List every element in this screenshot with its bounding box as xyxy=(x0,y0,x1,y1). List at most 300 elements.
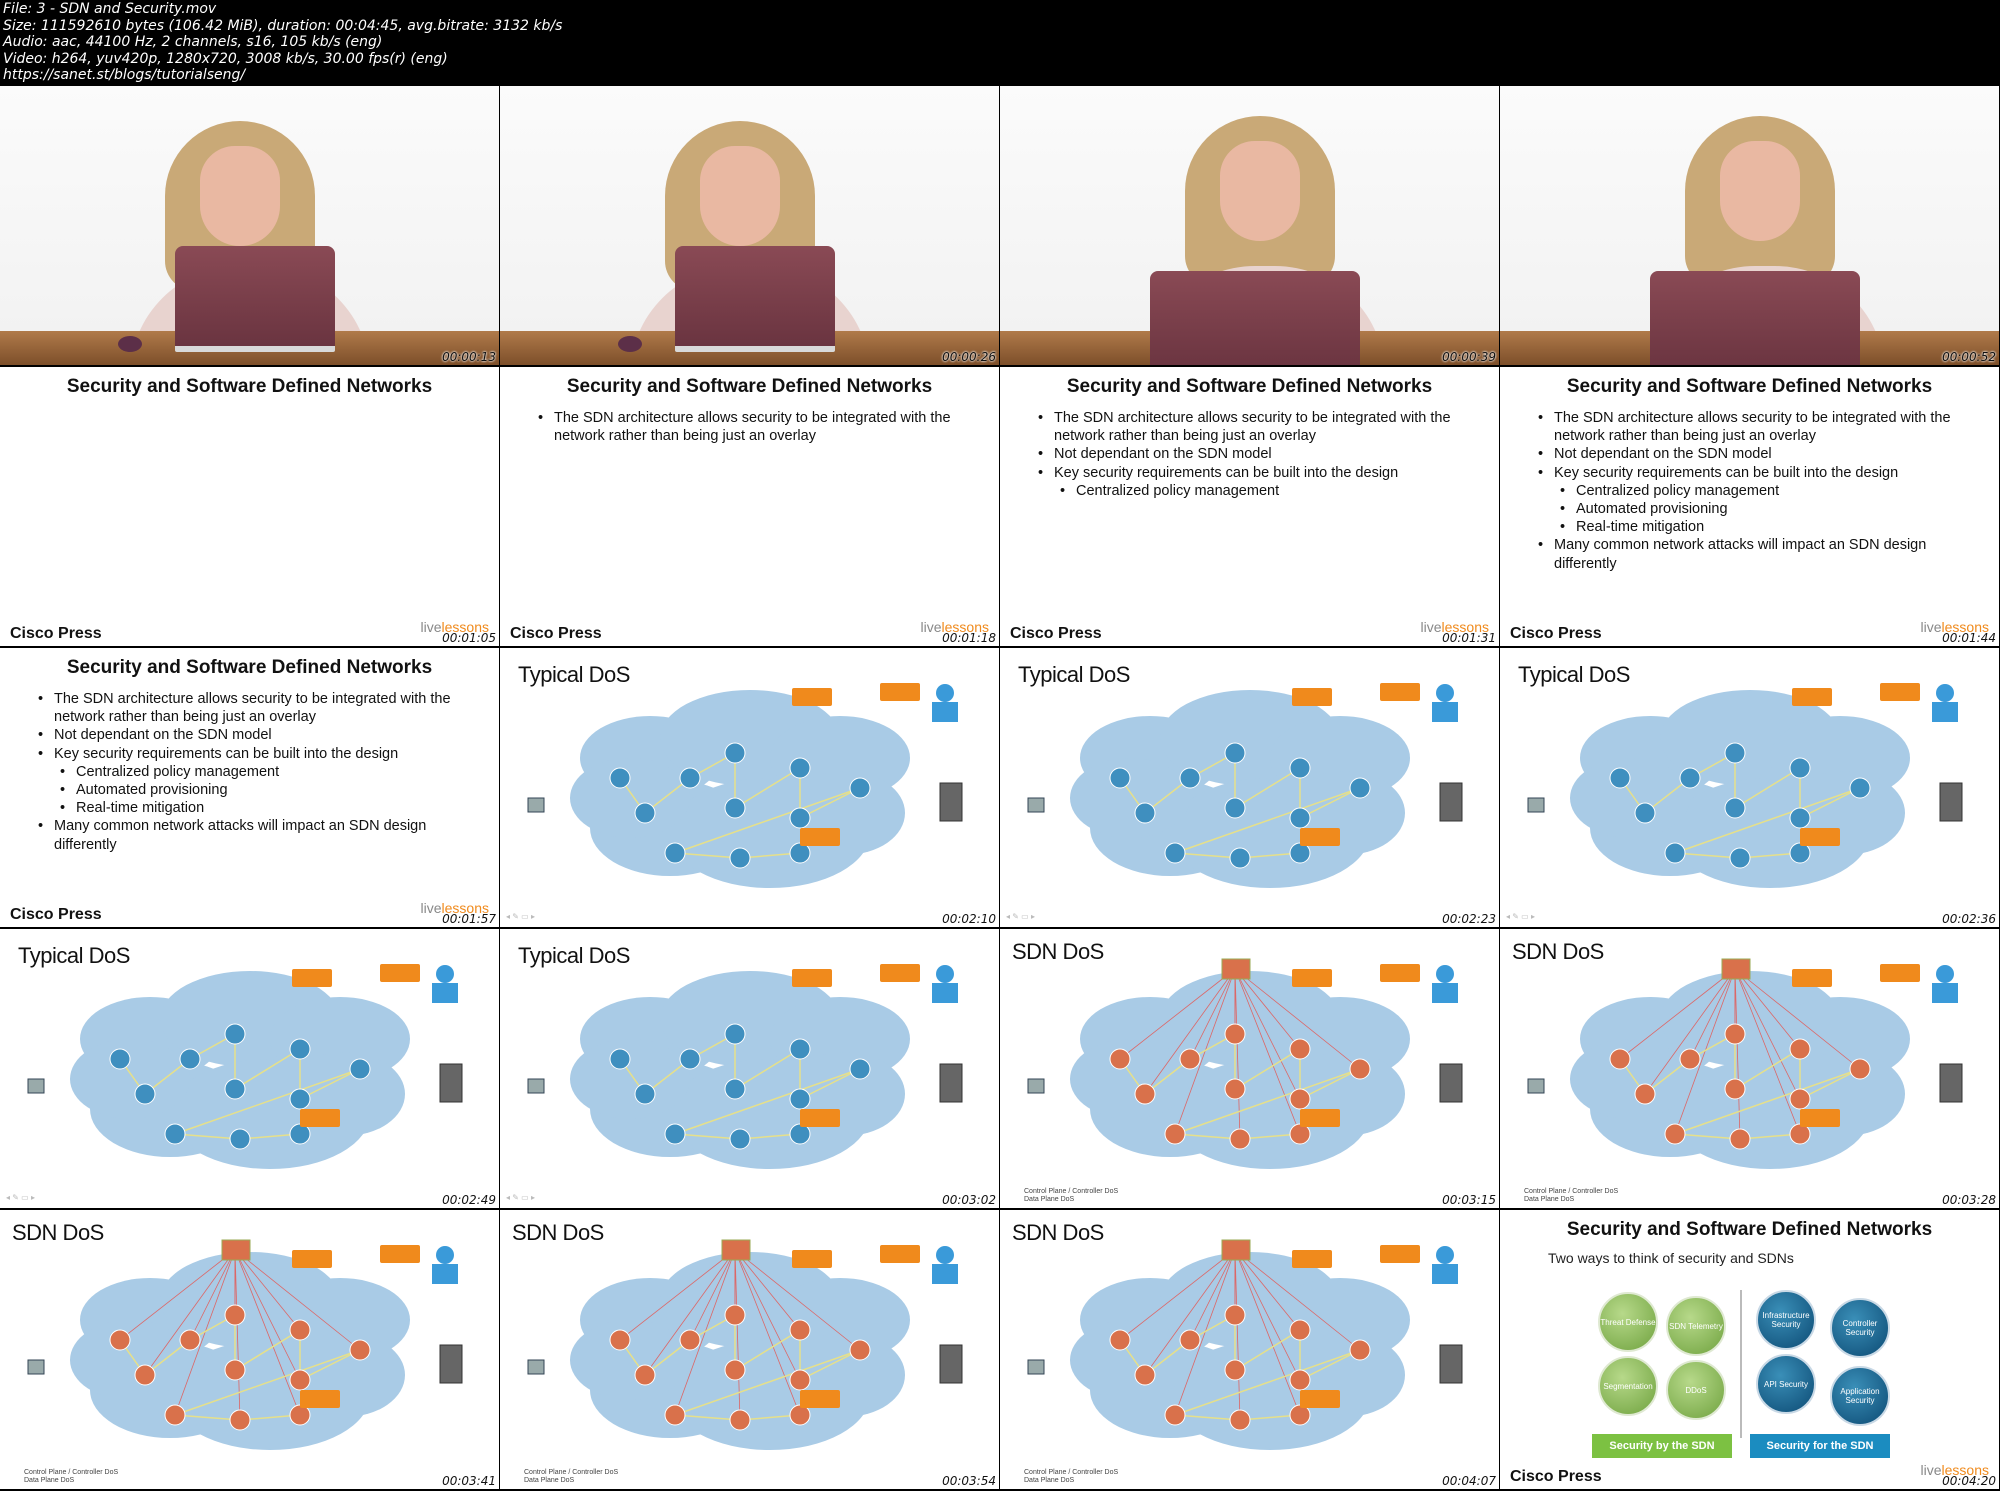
threat-defense-circle: Threat Defense xyxy=(1598,1292,1658,1352)
router-icon xyxy=(1610,1049,1630,1069)
attacker-icon xyxy=(1436,684,1454,702)
sdn-telemetry-circle: SDN Telemetry xyxy=(1666,1296,1726,1356)
cisco-press-logo: Cisco Press xyxy=(10,625,102,642)
application-security-circle: Application Security xyxy=(1830,1366,1890,1426)
timestamp: 00:04:07 xyxy=(1442,1474,1496,1488)
slide-title: Security and Software Defined Networks xyxy=(66,376,433,397)
router-icon xyxy=(1665,843,1685,863)
router-icon xyxy=(225,1305,245,1325)
network-diagram xyxy=(1500,648,1999,927)
bullet-list xyxy=(1536,409,1956,573)
pc-icon xyxy=(28,1360,44,1374)
attacker-body xyxy=(432,1264,458,1284)
slide-title: SDN DoS xyxy=(512,1220,604,1245)
router-icon xyxy=(1225,1360,1245,1380)
thumbnail-slide[interactable] xyxy=(1500,367,1999,646)
router-icon xyxy=(635,803,655,823)
callout-box xyxy=(792,688,832,706)
size-line: Size: 111592610 bytes (106.42 MiB), duration: 00:04:45, avg.bitrate: 3132 kb/s xyxy=(3,17,563,34)
router-icon xyxy=(1790,1039,1810,1059)
controller-icon xyxy=(1222,1240,1250,1260)
livelessons-logo: livelessons xyxy=(1920,1462,1989,1478)
server-icon xyxy=(440,1345,462,1383)
callout-box xyxy=(880,1245,920,1263)
laptop-icon xyxy=(1650,271,1860,365)
bullet: • The SDN architecture allows security to be integrated with the network rather than being just an overlay xyxy=(536,409,956,445)
network-diagram xyxy=(500,1210,999,1489)
server-icon xyxy=(1940,783,1962,821)
timestamp: 00:01:44 xyxy=(1942,631,1996,645)
network-diagram xyxy=(500,929,999,1208)
router-icon xyxy=(790,808,810,828)
router-icon xyxy=(1725,1079,1745,1099)
slide-controls: ◂ ✎ ▭ ▸ xyxy=(1506,912,1535,921)
timestamp: 00:00:52 xyxy=(1942,350,1996,364)
server-icon xyxy=(940,1345,962,1383)
network-diagram xyxy=(1000,1210,1499,1489)
slide-title: Typical DoS xyxy=(18,943,130,968)
pc-icon xyxy=(528,798,544,812)
attacker-body xyxy=(932,1264,958,1284)
attacker-body xyxy=(1432,983,1458,1003)
slide-title: Security and Software Defined Networks xyxy=(1566,376,1933,397)
audio-line: Audio: aac, 44100 Hz, 2 channels, s16, 105 kb/s (eng) xyxy=(3,34,383,50)
timestamp: 00:01:05 xyxy=(442,631,496,645)
bullet: • The SDN architecture allows security to be integrated with the network rather than being just an overlay xyxy=(36,690,456,726)
pc-icon xyxy=(1028,1079,1044,1093)
attacker-icon xyxy=(436,1246,454,1264)
controller-security-circle: Controller Security xyxy=(1830,1298,1890,1358)
thumbnail-sdn-dos[interactable] xyxy=(1500,929,1999,1208)
router-icon xyxy=(1350,778,1370,798)
timestamp: 00:00:13 xyxy=(442,350,496,364)
livelessons-logo: livelessons xyxy=(420,900,489,916)
segmentation-circle: Segmentation xyxy=(1598,1356,1658,1416)
pc-icon xyxy=(1528,1079,1544,1093)
callout-box xyxy=(1292,969,1332,987)
router-icon xyxy=(290,1089,310,1109)
router-icon xyxy=(1180,1049,1200,1069)
router-icon xyxy=(850,1340,870,1360)
router-icon xyxy=(1180,768,1200,788)
router-icon xyxy=(1635,1084,1655,1104)
router-icon xyxy=(1230,1410,1250,1430)
router-icon xyxy=(1225,798,1245,818)
livelessons-logo: livelessons xyxy=(920,619,989,635)
thumbnail-slide[interactable] xyxy=(0,367,499,646)
attacker-icon xyxy=(436,965,454,983)
slide-controls: ◂ ✎ ▭ ▸ xyxy=(506,912,535,921)
router-icon xyxy=(1165,1124,1185,1144)
router-icon xyxy=(610,768,630,788)
sub-bullet: • Centralized policy management xyxy=(1558,482,1956,500)
slide-title: Typical DoS xyxy=(1518,662,1630,687)
router-icon xyxy=(1110,1330,1130,1350)
bullet-list xyxy=(536,409,956,445)
thumbnail-sdn-dos[interactable] xyxy=(500,1210,999,1489)
infrastructure-security-circle: Infrastructure Security xyxy=(1756,1290,1816,1350)
network-diagram xyxy=(1000,648,1499,927)
server-icon xyxy=(1440,1064,1462,1102)
router-icon xyxy=(665,1124,685,1144)
router-icon xyxy=(135,1365,155,1385)
api-security-circle: API Security xyxy=(1756,1354,1816,1414)
callout-box xyxy=(1380,1245,1420,1263)
router-icon xyxy=(135,1084,155,1104)
router-icon xyxy=(110,1330,130,1350)
router-icon xyxy=(165,1405,185,1425)
callout-box xyxy=(1300,828,1340,846)
mouse-icon xyxy=(618,336,642,352)
router-icon xyxy=(1135,1365,1155,1385)
callout-box xyxy=(880,964,920,982)
router-icon xyxy=(680,768,700,788)
bullet-list xyxy=(1036,409,1456,500)
server-icon xyxy=(940,783,962,821)
server-icon xyxy=(1440,1345,1462,1383)
router-icon xyxy=(725,1360,745,1380)
slide-controls: ◂ ✎ ▭ ▸ xyxy=(1006,912,1035,921)
thumbnail-typical-dos[interactable] xyxy=(500,929,999,1208)
callout-box xyxy=(300,1109,340,1127)
router-icon xyxy=(730,848,750,868)
timestamp: 00:03:15 xyxy=(1442,1193,1496,1207)
router-icon xyxy=(1730,848,1750,868)
pc-icon xyxy=(528,1079,544,1093)
thumbnail-presenter[interactable] xyxy=(1500,86,1999,365)
router-icon xyxy=(1790,758,1810,778)
sub-bullet: • Real-time mitigation xyxy=(58,799,456,817)
router-icon xyxy=(1135,1084,1155,1104)
router-icon xyxy=(225,1079,245,1099)
callout-box xyxy=(800,1109,840,1127)
router-icon xyxy=(790,1089,810,1109)
timestamp: 00:02:10 xyxy=(942,912,996,926)
slide-title: SDN DoS xyxy=(1512,939,1604,964)
divider xyxy=(1740,1290,1742,1438)
sub-bullet: • Automated provisioning xyxy=(1558,500,1956,518)
router-icon xyxy=(1290,1039,1310,1059)
thumbnail-grid xyxy=(0,86,1999,1489)
video-line: Video: h264, yuv420p, 1280x720, 3008 kb/s, 30.00 fps(r) (eng) xyxy=(3,50,448,67)
slide-footer: Control Plane / Controller DoS Data Plane DoS xyxy=(1024,1188,1119,1203)
callout-box xyxy=(800,828,840,846)
router-icon xyxy=(1350,1059,1370,1079)
router-icon xyxy=(1110,768,1130,788)
slide-footer: Control Plane / Controller DoS Data Plane DoS xyxy=(524,1469,619,1484)
network-diagram xyxy=(1000,929,1499,1208)
slide-controls: ◂ ✎ ▭ ▸ xyxy=(6,1193,35,1202)
timestamp: 00:01:57 xyxy=(442,912,496,926)
callout-box xyxy=(1800,828,1840,846)
bullet: • Key security requirements can be built into the design xyxy=(1036,464,1456,482)
network-diagram xyxy=(0,1210,499,1489)
bullet: • Many common network attacks will impact an SDN design differently xyxy=(36,817,456,853)
router-icon xyxy=(790,758,810,778)
router-icon xyxy=(1680,768,1700,788)
callout-box xyxy=(300,1390,340,1408)
thumbnail-sdn-dos[interactable] xyxy=(0,1210,499,1489)
callout-box xyxy=(1800,1109,1840,1127)
router-icon xyxy=(1165,1405,1185,1425)
router-icon xyxy=(1110,1049,1130,1069)
router-icon xyxy=(1290,1320,1310,1340)
thumbnail-slide[interactable] xyxy=(1000,367,1499,646)
router-icon xyxy=(725,1079,745,1099)
router-icon xyxy=(230,1410,250,1430)
bullet-list xyxy=(36,690,456,854)
timestamp: 00:01:31 xyxy=(1442,631,1496,645)
router-icon xyxy=(180,1049,200,1069)
controller-icon xyxy=(722,1240,750,1260)
attacker-body xyxy=(432,983,458,1003)
slide-title: Typical DoS xyxy=(518,943,630,968)
router-icon xyxy=(1610,768,1630,788)
slide-controls: ◂ ✎ ▭ ▸ xyxy=(506,1193,535,1202)
bullet: • Many common network attacks will impact an SDN design differently xyxy=(1536,536,1956,572)
router-icon xyxy=(1730,1129,1750,1149)
callout-box xyxy=(292,969,332,987)
router-icon xyxy=(1290,808,1310,828)
callout-box xyxy=(1292,1250,1332,1268)
pc-icon xyxy=(1528,798,1544,812)
thumbnail-presenter[interactable] xyxy=(500,86,999,365)
router-icon xyxy=(1180,1330,1200,1350)
presenter-face xyxy=(200,146,280,246)
router-icon xyxy=(790,1039,810,1059)
bullet: • Key security requirements can be built into the design xyxy=(1536,464,1956,482)
router-icon xyxy=(1725,1024,1745,1044)
thumbnail-slide[interactable] xyxy=(500,367,999,646)
slide-title: Security and Software Defined Networks xyxy=(66,657,433,678)
router-icon xyxy=(1165,843,1185,863)
presenter-face xyxy=(1220,141,1300,241)
thumbnail-typical-dos[interactable] xyxy=(1000,648,1499,927)
thumbnail-typical-dos[interactable] xyxy=(0,929,499,1208)
timestamp: 00:03:02 xyxy=(942,1193,996,1207)
router-icon xyxy=(725,743,745,763)
cisco-press-logo: Cisco Press xyxy=(1010,625,1102,642)
callout-box xyxy=(1792,969,1832,987)
router-icon xyxy=(730,1129,750,1149)
router-icon xyxy=(725,798,745,818)
mouse-icon xyxy=(118,336,142,352)
cisco-press-logo: Cisco Press xyxy=(1510,625,1602,642)
router-icon xyxy=(665,1405,685,1425)
router-icon xyxy=(1135,803,1155,823)
pc-icon xyxy=(1028,1360,1044,1374)
bullet: • Not dependant on the SDN model xyxy=(1036,445,1456,463)
callout-box xyxy=(380,1245,420,1263)
router-icon xyxy=(610,1049,630,1069)
slide-title: SDN DoS xyxy=(12,1220,104,1245)
ddos-circle: DDoS xyxy=(1666,1360,1726,1420)
timestamp: 00:03:41 xyxy=(442,1474,496,1488)
timestamp: 00:01:18 xyxy=(942,631,996,645)
attacker-icon xyxy=(1436,965,1454,983)
attacker-body xyxy=(1432,702,1458,722)
router-icon xyxy=(610,1330,630,1350)
attacker-body xyxy=(1932,702,1958,722)
sub-bullet: • Automated provisioning xyxy=(58,781,456,799)
callout-box xyxy=(792,969,832,987)
thumbnail-presenter[interactable] xyxy=(0,86,499,365)
thumbnail-two-ways[interactable] xyxy=(1500,1210,1999,1489)
router-icon xyxy=(230,1129,250,1149)
attacker-body xyxy=(932,983,958,1003)
slide-footer: Control Plane / Controller DoS Data Plane DoS xyxy=(1024,1469,1119,1484)
thumbnail-slide[interactable] xyxy=(0,648,499,927)
attacker-body xyxy=(932,702,958,722)
thumbnail-presenter[interactable] xyxy=(1000,86,1499,365)
router-icon xyxy=(1665,1124,1685,1144)
router-icon xyxy=(1790,1089,1810,1109)
router-icon xyxy=(290,1320,310,1340)
pc-icon xyxy=(28,1079,44,1093)
timestamp: 00:04:20 xyxy=(1942,1474,1996,1488)
network-diagram xyxy=(500,648,999,927)
timestamp: 00:00:26 xyxy=(942,350,996,364)
laptop-icon xyxy=(1150,271,1360,365)
router-icon xyxy=(680,1049,700,1069)
router-icon xyxy=(225,1024,245,1044)
slide-title: Security and Software Defined Networks xyxy=(566,376,933,397)
callout-box xyxy=(1880,964,1920,982)
controller-icon xyxy=(222,1240,250,1260)
attacker-icon xyxy=(936,684,954,702)
sub-bullet: • Real-time mitigation xyxy=(1558,518,1956,536)
router-icon xyxy=(665,843,685,863)
livelessons-logo: livelessons xyxy=(420,619,489,635)
slide-title: SDN DoS xyxy=(1012,939,1104,964)
sub-bullet: • Centralized policy management xyxy=(1058,482,1456,500)
thumbnail-sdn-dos[interactable] xyxy=(1000,929,1499,1208)
bullet: • Not dependant on the SDN model xyxy=(1536,445,1956,463)
router-icon xyxy=(1350,1340,1370,1360)
bullet: • The SDN architecture allows security to be integrated with the network rather than being just an overlay xyxy=(1536,409,1956,445)
router-icon xyxy=(1680,1049,1700,1069)
router-icon xyxy=(790,1370,810,1390)
router-icon xyxy=(850,1059,870,1079)
callout-box xyxy=(292,1250,332,1268)
router-icon xyxy=(1230,1129,1250,1149)
slide-footer: Control Plane / Controller DoS Data Plane DoS xyxy=(1524,1188,1619,1203)
attacker-body xyxy=(1932,983,1958,1003)
router-icon xyxy=(730,1410,750,1430)
router-icon xyxy=(110,1049,130,1069)
callout-box xyxy=(1300,1109,1340,1127)
router-icon xyxy=(290,1370,310,1390)
router-icon xyxy=(850,778,870,798)
router-icon xyxy=(1850,1059,1870,1079)
server-icon xyxy=(440,1064,462,1102)
callout-box xyxy=(1792,688,1832,706)
slide-title: Typical DoS xyxy=(518,662,630,687)
callout-box xyxy=(1380,683,1420,701)
router-icon xyxy=(635,1365,655,1385)
timestamp: 00:03:54 xyxy=(942,1474,996,1488)
controller-icon xyxy=(1222,959,1250,979)
callout-box xyxy=(880,683,920,701)
callout-box xyxy=(800,1390,840,1408)
livelessons-logo: livelessons xyxy=(1420,619,1489,635)
callout-box xyxy=(1292,688,1332,706)
pc-icon xyxy=(1028,798,1044,812)
router-icon xyxy=(1290,1370,1310,1390)
network-diagram xyxy=(0,929,499,1208)
timestamp: 00:02:23 xyxy=(1442,912,1496,926)
router-icon xyxy=(1230,848,1250,868)
router-icon xyxy=(680,1330,700,1350)
router-icon xyxy=(1290,758,1310,778)
timestamp: 00:02:49 xyxy=(442,1193,496,1207)
router-icon xyxy=(1225,1305,1245,1325)
timestamp: 00:02:36 xyxy=(1942,912,1996,926)
router-icon xyxy=(165,1124,185,1144)
security-by-sdn-label: Security by the SDN xyxy=(1592,1434,1732,1458)
attacker-icon xyxy=(936,965,954,983)
laptop-icon xyxy=(175,246,335,352)
thumbnail-sdn-dos[interactable] xyxy=(1000,1210,1499,1489)
sub-bullet: • Centralized policy management xyxy=(58,763,456,781)
thumbnail-typical-dos[interactable] xyxy=(500,648,999,927)
server-icon xyxy=(1440,783,1462,821)
cisco-press-logo: Cisco Press xyxy=(510,625,602,642)
attacker-icon xyxy=(936,1246,954,1264)
slide-footer: Control Plane / Controller DoS Data Plane DoS xyxy=(24,1469,119,1484)
callout-box xyxy=(1380,964,1420,982)
router-icon xyxy=(180,1330,200,1350)
timestamp: 00:00:39 xyxy=(1442,350,1496,364)
file-line: File: 3 - SDN and Security.mov xyxy=(3,1,217,17)
controller-icon xyxy=(1722,959,1750,979)
router-icon xyxy=(1225,1079,1245,1099)
callout-box xyxy=(1300,1390,1340,1408)
server-icon xyxy=(940,1064,962,1102)
slide-title: Typical DoS xyxy=(1018,662,1130,687)
attacker-body xyxy=(1432,1264,1458,1284)
bullet: • The SDN architecture allows security to be integrated with the network rather than being just an overlay xyxy=(1036,409,1456,445)
router-icon xyxy=(725,1024,745,1044)
callout-box xyxy=(1880,683,1920,701)
pc-icon xyxy=(528,1360,544,1374)
network-diagram xyxy=(1500,929,1999,1208)
router-icon xyxy=(350,1059,370,1079)
router-icon xyxy=(1290,1089,1310,1109)
router-icon xyxy=(1725,743,1745,763)
router-icon xyxy=(635,1084,655,1104)
router-icon xyxy=(290,1039,310,1059)
router-icon xyxy=(1790,808,1810,828)
router-icon xyxy=(225,1360,245,1380)
security-for-sdn-label: Security for the SDN xyxy=(1750,1434,1890,1458)
router-icon xyxy=(725,1305,745,1325)
router-icon xyxy=(1635,803,1655,823)
laptop-icon xyxy=(675,246,835,352)
server-icon xyxy=(1940,1064,1962,1102)
callout-box xyxy=(792,1250,832,1268)
slide-title: Security and Software Defined Networks xyxy=(1066,376,1433,397)
livelessons-logo: livelessons xyxy=(1920,619,1989,635)
router-icon xyxy=(790,1320,810,1340)
router-icon xyxy=(1850,778,1870,798)
thumbnail-typical-dos[interactable] xyxy=(1500,648,1999,927)
url-line: https://sanet.st/blogs/tutorialseng/ xyxy=(3,67,246,83)
cisco-press-logo: Cisco Press xyxy=(1510,1468,1602,1485)
attacker-icon xyxy=(1936,965,1954,983)
slide-title: SDN DoS xyxy=(1012,1220,1104,1245)
slide-title: Security and Software Defined Networks xyxy=(1566,1219,1933,1240)
